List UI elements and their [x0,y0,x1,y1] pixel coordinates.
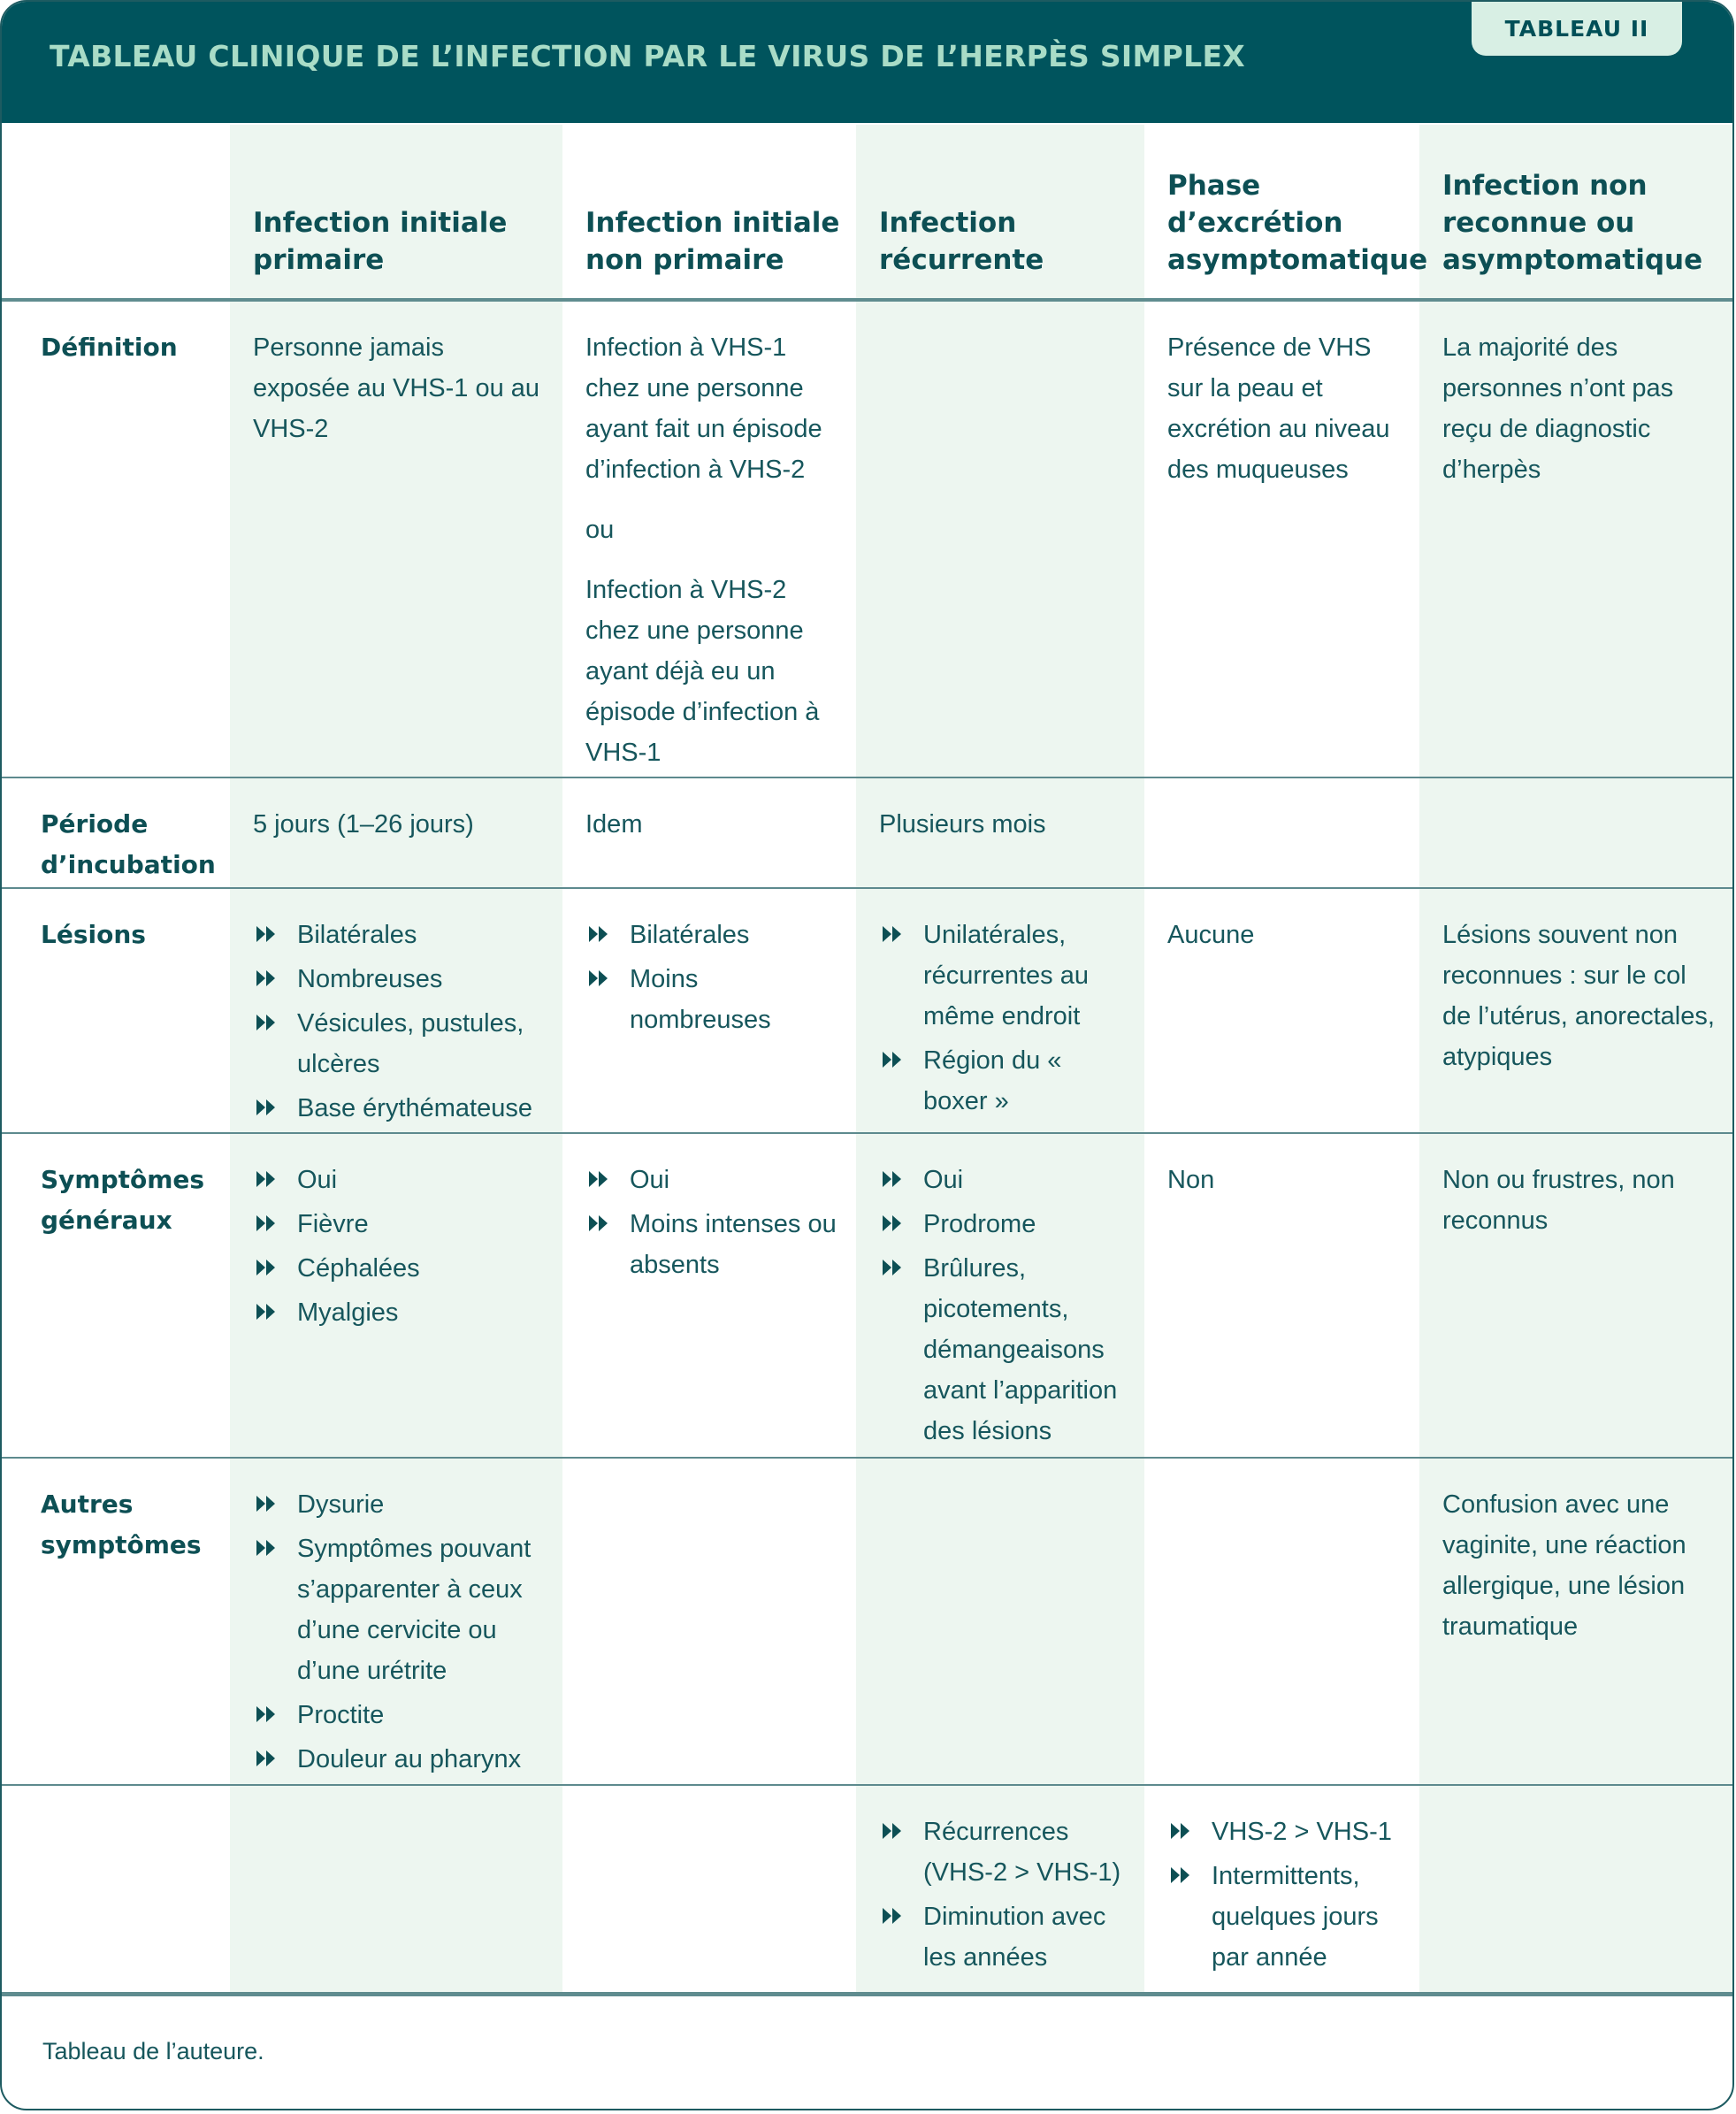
cell-symptomes-non-reconnue: Non ou frustres, non reconnus [1419,1133,1734,1458]
list-item-text: Proctite [297,1701,385,1729]
cell-extra-non-primaire [562,1785,856,1994]
list-item [879,1204,1128,1245]
cell-extra-recurrente [856,1785,1144,1994]
double-arrow-icon [883,926,902,942]
column-header-empty [2,125,230,300]
list-item [879,1160,1128,1200]
double-arrow-icon [883,1171,902,1187]
list-item [1167,1856,1403,1978]
list-item [253,1003,547,1084]
double-arrow-icon [883,1260,902,1275]
list-item [1167,1811,1403,1852]
cell-extra-primaire [230,1785,562,1994]
cell-definition-excretion: Présence de VHS sur la peau et excrétion au niveau des muqueuses [1144,300,1419,777]
cell-autres-excretion [1144,1458,1419,1785]
cell-symptomes-non-primaire [562,1133,856,1458]
bullet-list [253,1484,547,1780]
double-arrow-icon [589,1215,608,1231]
bullet-list [879,1160,1128,1451]
cell-text: Infection à VHS-1 chez une personne ayant fait un épisode d’infection à VHS-2 [585,333,822,484]
column-header-excretion: Phase d’excrétion asymptomatique [1144,125,1419,300]
list-item-text: Myalgies [297,1298,399,1327]
row-label-lesions: Lésions [2,888,230,1133]
cell-lesions-non-primaire [562,888,856,1133]
row-label-definition: Définition [2,300,230,777]
list-item [879,1248,1128,1451]
row-label-extra [2,1785,230,1994]
double-arrow-icon [256,1015,276,1030]
list-item-text: Fièvre [297,1210,369,1238]
column-header-row [2,125,1734,300]
list-item [879,1896,1128,1978]
double-arrow-icon [256,926,276,942]
list-item [253,915,547,955]
bullet-list [585,915,840,1040]
list-item [585,1204,840,1285]
cell-text: ou [585,516,615,544]
cell-autres-primaire [230,1458,562,1785]
cell-extra-non-reconnue [1419,1785,1734,1994]
cell-autres-non-primaire [562,1458,856,1785]
bullet-list [879,1811,1128,1978]
bullet-list [1167,1811,1403,1978]
cell-symptomes-recurrente [856,1133,1144,1458]
cell-incubation-non-reconnue [1419,777,1734,888]
double-arrow-icon [256,970,276,986]
list-item [585,959,840,1040]
column-header-non-reconnue: Infection non reconnue ou asymptomatique [1419,125,1734,300]
double-arrow-icon [1171,1823,1190,1839]
column-header-recurrente: Infection récurrente [856,125,1144,300]
table-row-symptomes-generaux [2,1133,1734,1458]
table-row-definition [2,300,1734,777]
cell-incubation-excretion [1144,777,1419,888]
bullet-list [585,1160,840,1285]
bullet-list [879,915,1128,1122]
table-row-lesions [2,888,1734,1133]
cell-autres-non-reconnue: Confusion avec une vaginite, une réaction allergique, une lésion traumatique [1419,1458,1734,1785]
table-header [2,2,1732,123]
double-arrow-icon [883,1052,902,1068]
list-item-text: Moins intenses ou absents [630,1210,837,1279]
cell-symptomes-excretion: Non [1144,1133,1419,1458]
cell-symptomes-primaire [230,1133,562,1458]
list-item-text: Base érythémateuse [297,1094,532,1122]
row-label-incubation: Période d’incubation [2,777,230,888]
list-item-text: Prodrome [923,1210,1036,1238]
double-arrow-icon [589,970,608,986]
double-arrow-icon [256,1260,276,1275]
list-item-text: Oui [297,1166,338,1194]
list-item-text: Intermittents, quelques jours par année [1212,1862,1379,1972]
double-arrow-icon [1171,1867,1190,1883]
cell-incubation-recurrente: Plusieurs mois [856,777,1144,888]
list-item-text: Diminution avec les années [923,1903,1106,1972]
list-item-text: Céphalées [297,1254,420,1283]
cell-lesions-primaire [230,888,562,1133]
list-item-text: Oui [630,1166,670,1194]
row-label-symptomes-generaux: Symptômes généraux [2,1133,230,1458]
list-item-text: Région du « boxer » [923,1046,1062,1115]
list-item [253,1088,547,1129]
column-header-initiale-primaire: Infection initiale primaire [230,125,562,300]
list-item-text: Brûlures, picotements, démangeaisons avant l’apparition des lésions [923,1254,1118,1445]
double-arrow-icon [256,1171,276,1187]
row-label-autres-symptomes: Autres symptômes [2,1458,230,1785]
list-item [879,915,1128,1037]
list-item [253,1160,547,1200]
double-arrow-icon [256,1750,276,1766]
bullet-list [253,915,547,1129]
list-item-text: Bilatérales [297,921,417,949]
list-item-text: Nombreuses [297,965,443,993]
double-arrow-icon [256,1706,276,1722]
list-item-text: Récurrences (VHS-2 > VHS-1) [923,1818,1121,1887]
list-item-text: VHS-2 > VHS-1 [1212,1818,1392,1846]
list-item-text: Unilatérales, récurrentes au même endroit [923,921,1089,1030]
table-row-extra [2,1785,1734,1994]
double-arrow-icon [883,1823,902,1839]
list-item-text: Bilatérales [630,921,750,949]
cell-definition-non-primaire [562,300,856,777]
list-item-text: Symptômes pouvant s’apparenter à ceux d’une cervicite ou d’une urétrite [297,1535,532,1685]
cell-lesions-excretion: Aucune [1144,888,1419,1133]
table-source-note: Tableau de l’auteure. [42,2038,264,2064]
double-arrow-icon [256,1496,276,1512]
double-arrow-icon [883,1215,902,1231]
cell-incubation-non-primaire: Idem [562,777,856,888]
list-item [253,1292,547,1333]
list-item [253,1248,547,1289]
list-item [879,1040,1128,1122]
double-arrow-icon [256,1304,276,1320]
cell-lesions-non-reconnue: Lésions souvent non reconnues : sur le col de l’utérus, anorectales, atypiques [1419,888,1734,1133]
list-item [253,1204,547,1245]
cell-definition-recurrente [856,300,1144,777]
cell-definition-primaire: Personne jamais exposée au VHS-1 ou au VHS-2 [230,300,562,777]
table-title: TABLEAU CLINIQUE DE L’INFECTION PAR LE VIRUS DE L’HERPÈS SIMPLEX [50,39,1246,73]
list-item-text: Douleur au pharynx [297,1745,522,1773]
cell-incubation-primaire: 5 jours (1–26 jours) [230,777,562,888]
double-arrow-icon [256,1540,276,1556]
double-arrow-icon [589,926,608,942]
list-item-text: Oui [923,1166,964,1194]
double-arrow-icon [589,1171,608,1187]
list-item [253,1739,547,1780]
list-item [879,1811,1128,1893]
list-item [585,915,840,955]
clinical-table [2,125,1734,1996]
list-item [585,1160,840,1200]
list-item [253,1528,547,1691]
cell-definition-non-reconnue: La majorité des personnes n’ont pas reçu de diagnostic d’herpès [1419,300,1734,777]
cell-autres-recurrente [856,1458,1144,1785]
table-number-tab: TABLEAU II [1472,2,1682,56]
list-item [253,1484,547,1525]
column-header-initiale-non-primaire: Infection initiale non primaire [562,125,856,300]
list-item-text: Vésicules, pustules, ulcères [297,1009,524,1078]
list-item-text: Moins nombreuses [630,965,771,1034]
list-item [253,1695,547,1735]
bullet-list [253,1160,547,1333]
cell-lesions-recurrente [856,888,1144,1133]
table-row-incubation [2,777,1734,888]
list-item [253,959,547,1000]
list-item-text: Dysurie [297,1490,385,1519]
cell-text: Infection à VHS-2 chez une personne ayant déjà eu un épisode d’infection à VHS-1 [585,576,820,767]
table-row-autres-symptomes [2,1458,1734,1785]
double-arrow-icon [256,1099,276,1115]
double-arrow-icon [883,1908,902,1924]
cell-extra-excretion [1144,1785,1419,1994]
double-arrow-icon [256,1215,276,1231]
